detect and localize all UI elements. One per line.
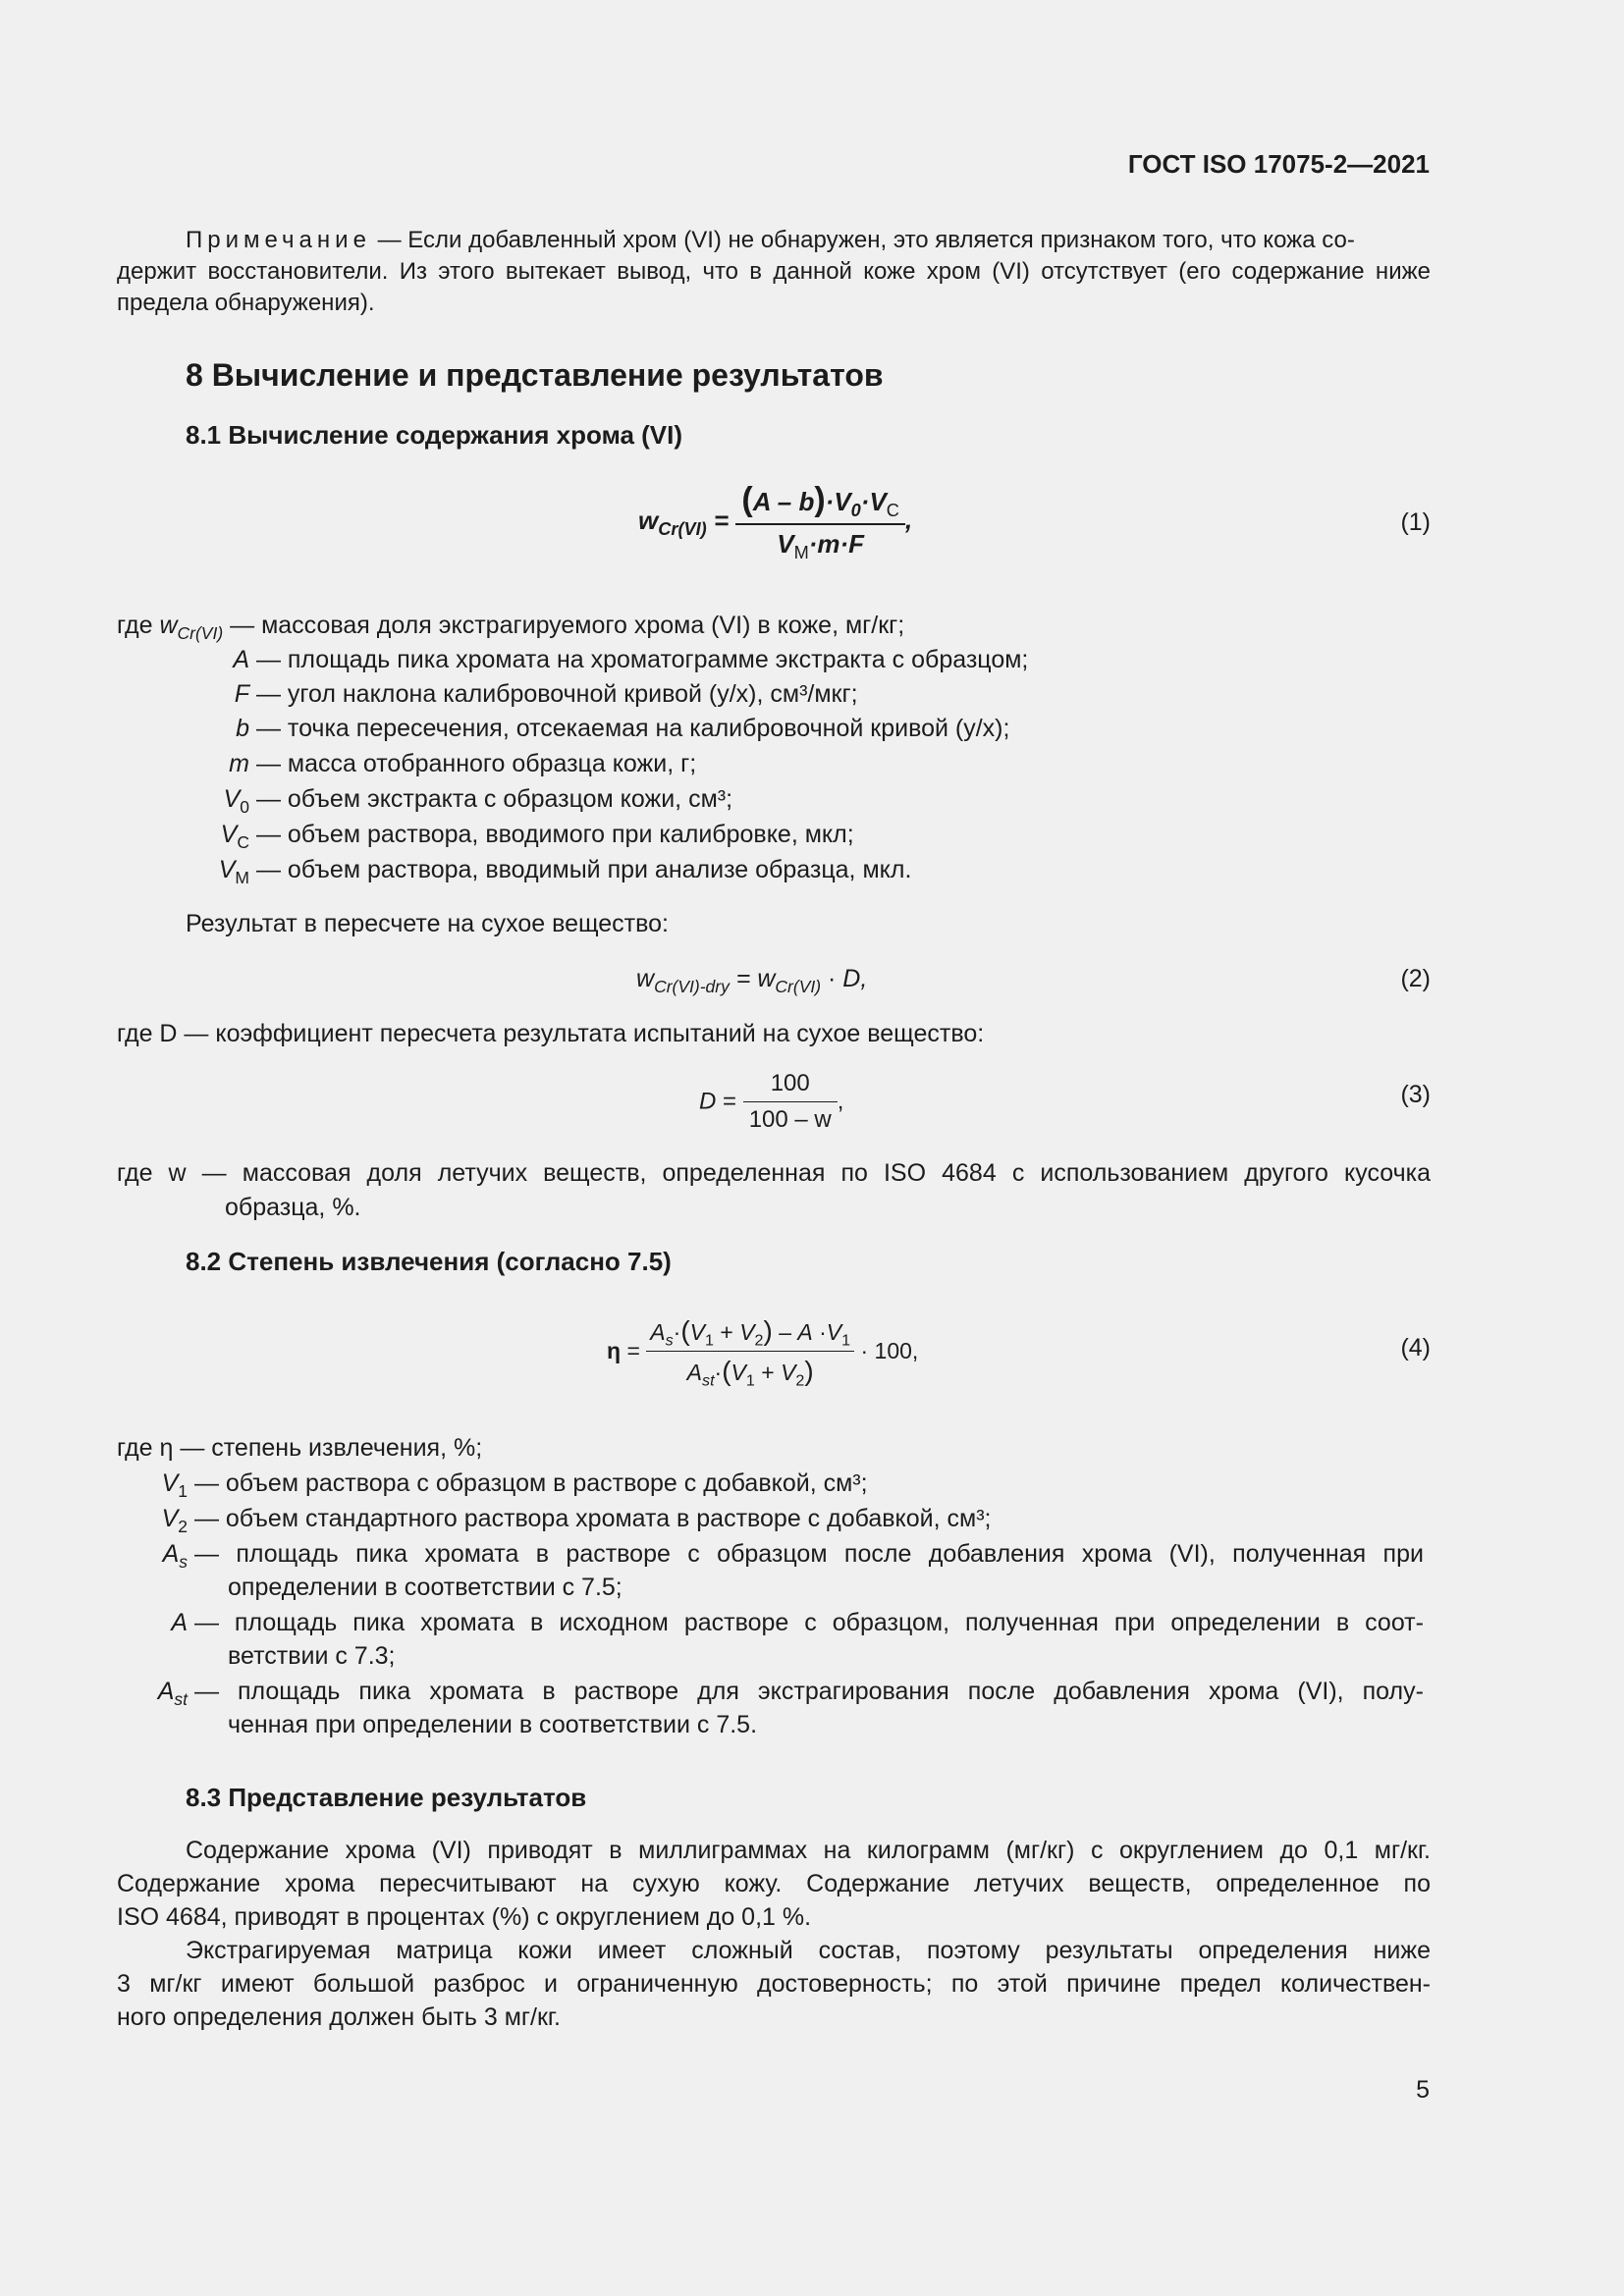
page-number: 5 <box>1416 2076 1430 2104</box>
def-row: $A_s$ — площадь пика хромата в растворе с образцом после добавления хрома (VI), полученная при <box>162 1540 1424 1572</box>
para-1-line-1: Содержание хрома (VI) приводят в миллиграммах на килограмм (мг/кг) с округлением до 0,1 мг/кг. <box>186 1837 1431 1864</box>
para-2-line-1: Экстрагируемая матрица кожи имеет сложный состав, поэтому результаты определения ниже <box>186 1937 1431 1964</box>
note-line-3: предела обнаружения). <box>117 290 375 316</box>
para-1-line-3: ISO 4684, приводят в процентах (%) с округлением до 0,1 %. <box>117 1903 812 1931</box>
equation-1: $w_{Cr(VI)}$ = $\frac{(A - b)\cdot V_0\cdot V_C}{V_M\cdot m\cdot F}$ , <box>638 481 913 563</box>
para-1-line-2: Содержание хрома пересчитывают на сухую кожу. Содержание летучих веществ, определенное по <box>117 1870 1431 1897</box>
d-definition: где D — коэффициент пересчета результата испытаний на сухое вещество: <box>117 1020 985 1047</box>
equation-3-number: (3) <box>1400 1081 1431 1108</box>
equation-4: η = $\frac{A_s\cdot(V_1 + V_2) - A \cdot V_1}{A_{st}\cdot(V_1 + V_2)}$ · 100, <box>607 1315 919 1390</box>
eq3-numerator: 100 <box>743 1070 838 1102</box>
def-row-cont: ветствии с 7.3; <box>228 1642 396 1670</box>
section-8-3-title: 8.3 Представление результатов <box>186 1783 587 1812</box>
note-line-2: держит восстановители. Из этого вытекает вывод, что в данной коже хром (VI) отсутствует (его содержание ниже <box>117 258 1431 285</box>
dry-intro: Результат в пересчете на сухое вещество: <box>186 910 669 937</box>
equation-2: $w_{Cr(VI)-dry} = w_{Cr(VI)} \cdot D$, <box>636 965 868 996</box>
note-text-1: — Если добавленный хром (VI) не обнаружен, это является признаком того, что кожа со- <box>377 227 1355 253</box>
equation-4-number: (4) <box>1400 1334 1431 1362</box>
section-8-1-title: 8.1 Вычисление содержания хрома (VI) <box>186 420 683 450</box>
def-row: A — площадь пика хромата в исходном растворе с образцом, полученная при определении в соот- <box>171 1609 1424 1636</box>
def-row: F — угол наклона калибровочной кривой (y/x), см³/мкг; <box>234 680 858 708</box>
w-definition-line-1: где w — массовая доля летучих веществ, определенная по ISO 4684 с использованием другого кусочка <box>117 1159 1431 1187</box>
def-row: $V_M$ — объем раствора, вводимый при анализе образца, мкл. <box>218 856 912 887</box>
def-row: $V_C$ — объем раствора, вводимого при калибровке, мкл; <box>220 821 854 852</box>
eq3-denominator: 100 – w <box>748 1106 832 1133</box>
def-row-cont: ченная при определении в соответствии с 7.5. <box>228 1711 758 1738</box>
para-2-line-3: ного определения должен быть 3 мг/кг. <box>117 2003 561 2031</box>
note-prefix: Примечание <box>186 227 371 253</box>
where-label: где <box>117 612 153 639</box>
note-line-1 <box>186 224 1431 257</box>
equation-1-number: (1) <box>1400 508 1431 536</box>
def-row: где η — степень извлечения, %; <box>117 1434 483 1462</box>
equation-2-number: (2) <box>1400 965 1431 992</box>
def-row: m — масса отобранного образца кожи, г; <box>229 750 697 777</box>
def-row: $A_{st}$ — площадь пика хромата в растворе для экстрагирования после добавления хрома (VI), полу- <box>157 1678 1424 1709</box>
def-row: b — точка пересечения, отсекаемая на калибровочной кривой (у/х); <box>236 715 1010 742</box>
w-definition-line-2: образца, %. <box>225 1194 361 1221</box>
def-row: A — площадь пика хромата на хроматограмме экстракта с образцом; <box>233 646 1029 673</box>
def-row: $V_0$ — объем экстракта с образцом кожи, см³; <box>223 785 733 817</box>
def-row: $V_1$ — объем раствора с образцом в растворе с добавкой, см³; <box>161 1469 868 1501</box>
para-2-line-2: 3 мг/кг имеют большой разброс и ограниченную достоверность; по этой причине предел количествен- <box>117 1970 1431 1998</box>
def-row: где $w_{Cr(VI)}$ — массовая доля экстрагируемого хрома (VI) в коже, мг/кг; <box>117 612 905 643</box>
def-row: $V_2$ — объем стандартного раствора хромата в растворе с добавкой, см³; <box>161 1505 992 1536</box>
def-row-cont: определении в соответствии с 7.5; <box>228 1574 623 1601</box>
section-8-title: 8 Вычисление и представление результатов <box>186 357 884 393</box>
equation-3: D = $\frac{100}{100 - w}$ , <box>699 1070 844 1133</box>
document-id: ГОСТ ISO 17075-2—2021 <box>1127 149 1430 179</box>
section-8-2-title: 8.2 Степень извлечения (согласно 7.5) <box>186 1247 672 1276</box>
eq4-factor: · 100 <box>860 1338 912 1363</box>
